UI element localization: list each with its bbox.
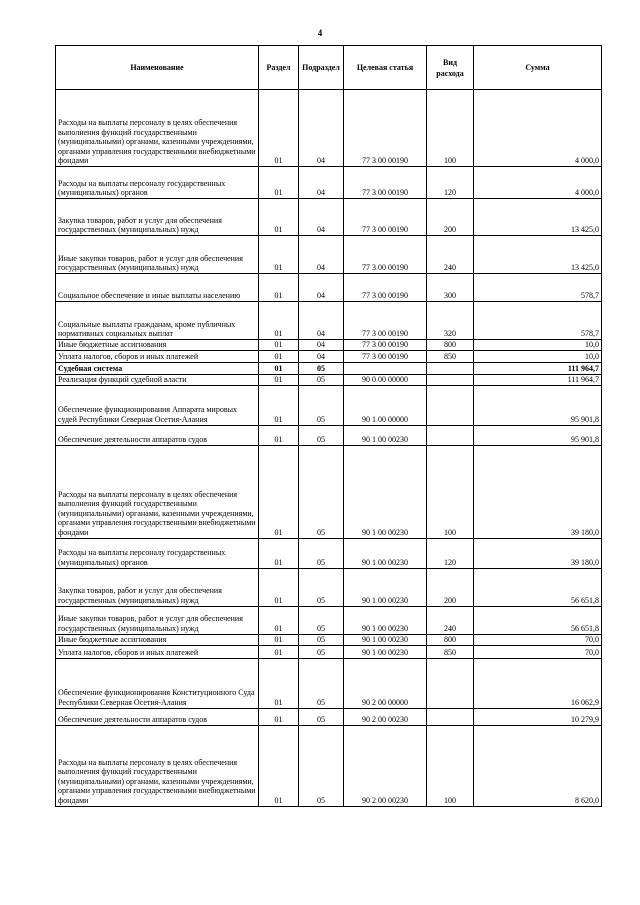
row-subsection: 04 <box>299 350 344 362</box>
row-name: Расходы на выплаты персоналу государственных (муниципальных) органов <box>56 538 259 568</box>
row-section: 01 <box>259 90 299 167</box>
table-row <box>56 362 602 374</box>
row-name: Расходы на выплаты персоналу в целях обеспечения выполнения функций государственными (муниципальными) органами, казенными учреждениями, органами управления государственными внебюджетными фондами <box>56 725 259 806</box>
row-section: 01 <box>259 725 299 806</box>
row-type: 300 <box>427 274 474 302</box>
row-subsection: 05 <box>299 445 344 538</box>
table-row <box>56 274 602 302</box>
row-section: 01 <box>259 658 299 708</box>
row-name: Социальные выплаты гражданам, кроме публичных нормативных социальных выплат <box>56 302 259 340</box>
table-row <box>56 302 602 340</box>
row-target <box>344 362 427 374</box>
row-target: 90 1 00 00230 <box>344 538 427 568</box>
row-target: 77 3 00 00190 <box>344 350 427 362</box>
table-row <box>56 645 602 658</box>
row-sum: 8 620,0 <box>474 725 602 806</box>
table-row <box>56 634 602 645</box>
row-name: Социальное обеспечение и иные выплаты населению <box>56 274 259 302</box>
row-sum: 56 651,8 <box>474 568 602 606</box>
row-type: 100 <box>427 90 474 167</box>
row-sum: 13 425,0 <box>474 236 602 274</box>
row-subsection: 05 <box>299 374 344 385</box>
table-row <box>56 725 602 806</box>
table-row <box>56 340 602 351</box>
row-type: 200 <box>427 199 474 236</box>
row-type <box>427 374 474 385</box>
row-name: Уплата налогов, сборов и иных платежей <box>56 350 259 362</box>
row-sum: 10,0 <box>474 340 602 351</box>
row-subsection: 04 <box>299 167 344 199</box>
row-sum: 10 279,9 <box>474 708 602 725</box>
table-row <box>56 374 602 385</box>
row-section: 01 <box>259 362 299 374</box>
row-type <box>427 425 474 445</box>
row-name: Иные закупки товаров, работ и услуг для обеспечения государственных (муниципальных) нужд <box>56 606 259 634</box>
row-target: 90 2 00 00230 <box>344 708 427 725</box>
table-row <box>56 199 602 236</box>
table-row <box>56 167 602 199</box>
row-subsection: 05 <box>299 634 344 645</box>
row-section: 01 <box>259 385 299 425</box>
row-type <box>427 362 474 374</box>
row-type: 320 <box>427 302 474 340</box>
row-subsection: 04 <box>299 274 344 302</box>
row-name: Расходы на выплаты персоналу в целях обеспечения выполнения функций государственными (муниципальными) органами, казенными учреждениями, органами управления государственными внебюджетными фондами <box>56 90 259 167</box>
row-type: 240 <box>427 236 474 274</box>
row-type: 100 <box>427 445 474 538</box>
table-row <box>56 425 602 445</box>
row-target: 90 2 00 00000 <box>344 658 427 708</box>
row-type: 850 <box>427 645 474 658</box>
row-section: 01 <box>259 350 299 362</box>
row-subsection: 05 <box>299 708 344 725</box>
table-row <box>56 568 602 606</box>
row-section: 01 <box>259 167 299 199</box>
row-section: 01 <box>259 274 299 302</box>
row-sum: 39 180,0 <box>474 445 602 538</box>
row-name: Уплата налогов, сборов и иных платежей <box>56 645 259 658</box>
row-subsection: 04 <box>299 340 344 351</box>
row-target: 90 1 00 00000 <box>344 385 427 425</box>
row-sum: 16 062,9 <box>474 658 602 708</box>
row-section: 01 <box>259 340 299 351</box>
row-sum: 111 964,7 <box>474 374 602 385</box>
table-row <box>56 236 602 274</box>
row-section: 01 <box>259 425 299 445</box>
row-subsection: 05 <box>299 385 344 425</box>
row-section: 01 <box>259 634 299 645</box>
row-section: 01 <box>259 445 299 538</box>
row-section: 01 <box>259 538 299 568</box>
row-subsection: 05 <box>299 425 344 445</box>
page-number: 4 <box>317 28 323 38</box>
row-name: Закупка товаров, работ и услуг для обеспечения государственных (муниципальных) нужд <box>56 199 259 236</box>
table-row <box>56 385 602 425</box>
row-target: 90 1 00 00230 <box>344 645 427 658</box>
row-target: 77 3 00 00190 <box>344 340 427 351</box>
row-target: 90 2 00 00230 <box>344 725 427 806</box>
row-subsection: 05 <box>299 568 344 606</box>
row-section: 01 <box>259 199 299 236</box>
row-sum: 578,7 <box>474 274 602 302</box>
header-subsection: Подраздел <box>299 46 344 90</box>
row-name: Закупка товаров, работ и услуг для обеспечения государственных (муниципальных) нужд <box>56 568 259 606</box>
row-subsection: 04 <box>299 199 344 236</box>
row-sum: 95 901,8 <box>474 385 602 425</box>
row-type: 100 <box>427 725 474 806</box>
row-subsection: 05 <box>299 362 344 374</box>
row-type: 800 <box>427 634 474 645</box>
header-name: Наименование <box>56 46 259 90</box>
row-section: 01 <box>259 568 299 606</box>
row-section: 01 <box>259 236 299 274</box>
row-subsection: 05 <box>299 658 344 708</box>
row-target: 90 1 00 00230 <box>344 606 427 634</box>
row-name: Обеспечение функционирования Конституционного Суда Республики Северная Осетия-Алания <box>56 658 259 708</box>
header-type: Вид расхода <box>427 46 474 90</box>
row-type: 850 <box>427 350 474 362</box>
row-target: 90 0 00 00000 <box>344 374 427 385</box>
table-header-row <box>56 46 602 90</box>
row-sum: 4 000,0 <box>474 90 602 167</box>
row-sum: 10,0 <box>474 350 602 362</box>
row-subsection: 05 <box>299 725 344 806</box>
row-target: 77 3 00 00190 <box>344 90 427 167</box>
table-row <box>56 538 602 568</box>
row-sum: 95 901,8 <box>474 425 602 445</box>
row-target: 77 3 00 00190 <box>344 199 427 236</box>
row-target: 77 3 00 00190 <box>344 236 427 274</box>
row-type: 200 <box>427 568 474 606</box>
row-subsection: 05 <box>299 645 344 658</box>
row-target: 77 3 00 00190 <box>344 274 427 302</box>
row-sum: 70,0 <box>474 645 602 658</box>
row-name: Обеспечение функционирования Аппарата мировых судей Республики Северная Осетия-Алания <box>56 385 259 425</box>
table-row <box>56 445 602 538</box>
row-target: 77 3 00 00190 <box>344 167 427 199</box>
row-subsection: 05 <box>299 538 344 568</box>
row-section: 01 <box>259 606 299 634</box>
row-sum: 39 180,0 <box>474 538 602 568</box>
table-row <box>56 350 602 362</box>
row-subsection: 04 <box>299 90 344 167</box>
row-subsection: 04 <box>299 236 344 274</box>
table-row <box>56 90 602 167</box>
row-sum: 111 964,7 <box>474 362 602 374</box>
row-type <box>427 658 474 708</box>
table-row <box>56 606 602 634</box>
table-row <box>56 658 602 708</box>
row-target: 77 3 00 00190 <box>344 302 427 340</box>
table-row <box>56 708 602 725</box>
row-sum: 13 425,0 <box>474 199 602 236</box>
row-type: 240 <box>427 606 474 634</box>
row-subsection: 04 <box>299 302 344 340</box>
row-name: Иные бюджетные ассигнования <box>56 340 259 351</box>
row-name: Судебная система <box>56 362 259 374</box>
header-target: Целевая статья <box>344 46 427 90</box>
row-type: 800 <box>427 340 474 351</box>
row-sum: 578,7 <box>474 302 602 340</box>
row-type: 120 <box>427 538 474 568</box>
row-name: Реализация функций судебной власти <box>56 374 259 385</box>
row-sum: 4 000,0 <box>474 167 602 199</box>
row-name: Иные закупки товаров, работ и услуг для обеспечения государственных (муниципальных) нужд <box>56 236 259 274</box>
row-section: 01 <box>259 645 299 658</box>
row-section: 01 <box>259 708 299 725</box>
row-name: Иные бюджетные ассигнования <box>56 634 259 645</box>
row-sum: 70,0 <box>474 634 602 645</box>
row-target: 90 1 00 00230 <box>344 568 427 606</box>
row-name: Обеспечение деятельности аппаратов судов <box>56 425 259 445</box>
row-subsection: 05 <box>299 606 344 634</box>
row-type: 120 <box>427 167 474 199</box>
row-section: 01 <box>259 302 299 340</box>
row-target: 90 1 00 00230 <box>344 445 427 538</box>
row-sum: 56 651,8 <box>474 606 602 634</box>
row-type <box>427 385 474 425</box>
row-name: Расходы на выплаты персоналу в целях обеспечения выполнения функций государственными (муниципальными) органами, казенными учреждениями, органами управления государственными внебюджетными фондами <box>56 445 259 538</box>
row-target: 90 1 00 00230 <box>344 634 427 645</box>
row-target: 90 1 00 00230 <box>344 425 427 445</box>
header-sum: Сумма <box>474 46 602 90</box>
row-section: 01 <box>259 374 299 385</box>
row-name: Расходы на выплаты персоналу государственных (муниципальных) органов <box>56 167 259 199</box>
row-name: Обеспечение деятельности аппаратов судов <box>56 708 259 725</box>
budget-table <box>55 45 602 807</box>
row-type <box>427 708 474 725</box>
header-section: Раздел <box>259 46 299 90</box>
